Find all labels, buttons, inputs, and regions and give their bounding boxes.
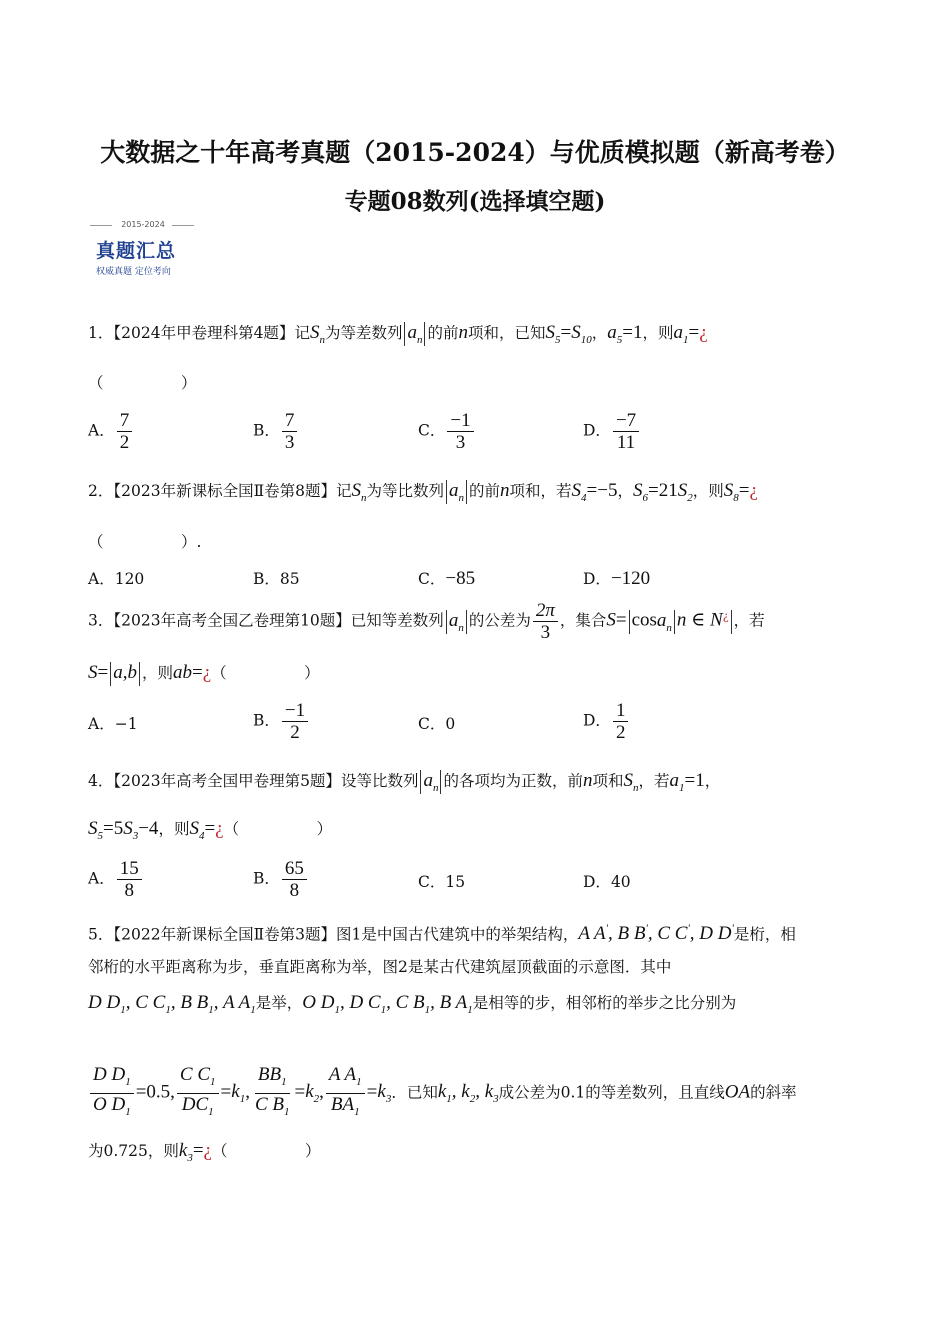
question-source: 【2024年甲卷理科第4题】 xyxy=(113,324,295,342)
question-text: 的斜率 xyxy=(750,1083,797,1102)
question-text: 的前 xyxy=(469,482,501,500)
fraction xyxy=(117,858,142,901)
option-value: 15 xyxy=(445,873,466,891)
brace-left xyxy=(404,322,405,346)
numerator: −7 xyxy=(613,410,639,432)
option-label: D． xyxy=(583,421,611,440)
fraction: $\frac{C C_1}{DC_1}$ xyxy=(177,1064,219,1123)
question-4: 4．【2023年高考全国甲卷理第5题】设等比数列 $a_n$ 的各项均为正数，前n项和$S_n$，若$a_1=1$， xyxy=(88,770,721,794)
question-text: ， xyxy=(704,772,721,790)
option-label: B． xyxy=(253,421,280,440)
option-d[interactable] xyxy=(583,567,650,590)
option-value: 120 xyxy=(114,570,145,588)
question-number: 3． xyxy=(88,611,114,630)
question-text: 项和，若 xyxy=(509,482,572,500)
option-value: 40 xyxy=(610,873,631,891)
document-title: 大数据之十年高考真题（2015-2024）与优质模拟题（新高考卷） xyxy=(100,138,850,167)
option-label: A． xyxy=(88,570,115,588)
fraction xyxy=(282,410,298,453)
math-n: n xyxy=(458,322,468,343)
answer-parens: （ ） xyxy=(88,374,197,392)
option-a[interactable] xyxy=(88,712,138,734)
option-a[interactable] xyxy=(88,567,144,589)
option-label: B． xyxy=(253,869,280,888)
option-value: −1 xyxy=(114,715,138,733)
question-text: ．已知 xyxy=(391,1083,438,1102)
question-3: 3．【2023年高考全国乙卷理第10题】已知等差数列 $a_n$ 的公差为 $\frac{2\pi}{3}$ ，集合S= cosa$_n$ n ∈ N¿ ，若 xyxy=(88,600,765,643)
question-text: 已知等差数列 xyxy=(350,611,444,630)
question-3-cont: S= a,b ，则ab=¿（ ） xyxy=(88,662,320,686)
question-text: 是桁，相 xyxy=(733,925,796,944)
badge-years: 2015-2024 xyxy=(121,220,165,229)
question-text: ，若 xyxy=(638,772,670,790)
option-label: A． xyxy=(88,421,115,440)
badge-line-right xyxy=(172,225,194,226)
option-value: −120 xyxy=(610,568,651,589)
option-label: C． xyxy=(418,421,446,440)
fraction xyxy=(117,410,133,453)
section-badge xyxy=(88,218,198,280)
brace-right xyxy=(424,322,425,346)
question-text: ，若 xyxy=(733,611,765,630)
denominator: 3 xyxy=(455,432,466,453)
math-expr: $S_5$ xyxy=(545,322,561,346)
question-text: ， xyxy=(591,324,608,342)
question-4-cont: $S_5=5S_3-4$，则$S_4=¿$（ ） xyxy=(88,818,333,842)
question-text: 为等比数列 xyxy=(366,482,445,500)
option-value: 0 xyxy=(445,715,456,733)
badge-heading: 真题汇总 xyxy=(96,240,177,262)
option-label: D． xyxy=(583,711,611,730)
option-value: 85 xyxy=(279,570,300,588)
question-text: 记 xyxy=(335,482,352,500)
fraction: $\frac{D D_1}{O D_1}$ xyxy=(90,1064,134,1123)
option-a[interactable] xyxy=(88,410,134,453)
option-label: A． xyxy=(88,869,115,888)
fraction xyxy=(613,410,639,453)
option-label: D． xyxy=(583,570,611,588)
question-source: 【2023年新课标全国Ⅱ卷第8题】 xyxy=(113,482,336,500)
option-a[interactable] xyxy=(88,858,144,901)
option-label: D． xyxy=(583,873,611,891)
document-subtitle: 专题08数列(选择填空题) xyxy=(344,188,606,215)
option-value: −85 xyxy=(445,568,476,589)
numerator: 15 xyxy=(117,858,142,880)
question-text: ，则 xyxy=(158,820,190,838)
unknown-mark: ¿ xyxy=(699,322,708,343)
option-label: C． xyxy=(418,873,446,891)
option-label: C． xyxy=(418,715,446,733)
option-c[interactable] xyxy=(418,870,465,892)
question-number: 5． xyxy=(88,925,114,944)
question-text: ，则 xyxy=(141,664,173,682)
option-label: A． xyxy=(88,715,115,733)
question-source: 【2023年高考全国甲卷理第5题】 xyxy=(113,772,341,790)
denominator: 8 xyxy=(124,880,134,901)
question-text: ，则 xyxy=(692,482,724,500)
badge-tagline: 权威真题 定位考向 xyxy=(96,267,171,277)
option-b[interactable] xyxy=(253,567,300,589)
question-text: 记 xyxy=(294,324,310,342)
option-label: C． xyxy=(418,570,446,588)
question-number: 4． xyxy=(88,772,114,790)
answer-parens: （ ）. xyxy=(88,533,202,551)
question-text: ，集合 xyxy=(559,611,607,630)
numerator: −1 xyxy=(447,410,473,432)
fraction: $\frac{BB_1}{C B_1}$ xyxy=(254,1064,290,1118)
option-label: B． xyxy=(253,570,280,588)
question-text: ， xyxy=(617,482,633,500)
denominator: 2 xyxy=(615,722,626,743)
fraction xyxy=(282,700,308,743)
answer-parens: （ ） xyxy=(211,664,320,682)
question-text: 是相等的步，相邻桁的举步之比分别为 xyxy=(472,994,737,1012)
question-source: 【2023年高考全国乙卷理第10题】 xyxy=(113,611,351,630)
question-1: 1．【2024年甲卷理科第4题】记$S_n$为等差数列 $a_n$ 的前n项和，已知$S_5=S_{10}$，$a_5=1$，则$a_1=¿$ xyxy=(88,322,708,346)
numerator: 1 xyxy=(613,700,629,722)
numerator: 7 xyxy=(282,410,298,432)
question-5-line4: $\frac{D D_1}{O D_1}$ =0.5, $\frac{C C_1}{DC_1}$ $=k_1$, $\frac{BB_1}{C B_1}$ $=k_2$, $\frac{A A_1}{BA_1}$ $=k_3$．已知$k_1$, $k_2$, $k_3$成公差为0.1的等差数列，且直线OA的斜率 xyxy=(88,1064,797,1123)
fraction xyxy=(447,410,473,453)
question-5-line3: D $D_1$, C $C_1$, B $B_1$, A $A_1$是举，O $D_1$, D $C_1$, C $B_1$, B $A_1$是相等的步，相邻桁的举步之比分别为 xyxy=(88,992,737,1016)
fraction: $\frac{A A_1}{BA_1}$ xyxy=(326,1064,365,1123)
fraction xyxy=(282,858,307,901)
fraction xyxy=(613,700,629,743)
math-an: $a_n$ xyxy=(407,322,423,346)
question-2: 2．【2023年新课标全国Ⅱ卷第8题】记$S_n$为等比数列 $a_n$ 的前n项和，若$S_4=-5$，$S_6=21S_2$，则$S_8=¿$ xyxy=(88,480,758,504)
option-b[interactable] xyxy=(253,410,299,453)
numerator: 7 xyxy=(117,410,133,432)
option-d[interactable] xyxy=(583,410,641,453)
numerator: 65 xyxy=(282,858,307,880)
option-c[interactable] xyxy=(418,567,475,590)
question-text: 项和，已知 xyxy=(467,324,546,342)
fraction: $\frac{2\pi}{3}$ xyxy=(533,600,558,643)
option-d[interactable] xyxy=(583,700,630,743)
question-5-line2: 邻桁的水平距离称为步，垂直距离称为举，图2是某古代建筑屋顶截面的示意图．其中 xyxy=(88,958,672,976)
question-text: 的前 xyxy=(427,324,459,342)
question-text: 是举， xyxy=(255,994,303,1012)
denominator: 3 xyxy=(284,432,295,453)
denominator: 2 xyxy=(119,432,130,453)
question-text: 成公差为0.1的等差数列，且直线 xyxy=(498,1083,725,1102)
option-d[interactable] xyxy=(583,870,631,892)
option-b[interactable] xyxy=(253,700,310,743)
question-text: ，则 xyxy=(642,324,674,342)
question-text: 的各项均为正数，前 xyxy=(443,772,583,790)
question-text: 的公差为 xyxy=(468,611,531,630)
denominator: 8 xyxy=(289,880,300,901)
question-text: 图1是中国古代建筑中的举架结构， xyxy=(335,925,579,944)
option-c[interactable] xyxy=(418,712,455,734)
question-5-line5: 为0.725，则$k_3=¿$（ ） xyxy=(88,1140,321,1164)
question-number: 2． xyxy=(88,482,114,500)
numerator: −1 xyxy=(282,700,308,722)
math-sn: $S_n$ xyxy=(309,322,325,346)
denominator: 2 xyxy=(290,722,300,743)
denominator: 11 xyxy=(616,432,636,453)
question-text: 设等比数列 xyxy=(340,772,419,790)
question-number: 1． xyxy=(88,324,114,342)
question-text: 项和 xyxy=(592,772,624,790)
option-c[interactable] xyxy=(418,410,476,453)
option-label: B． xyxy=(253,711,280,730)
question-5: 5．【2022年新课标全国Ⅱ卷第3题】图1是中国古代建筑中的举架结构，A A', B B', C C', D D'是桁，相 xyxy=(88,923,796,945)
option-b[interactable] xyxy=(253,858,309,901)
question-source: 【2022年新课标全国Ⅱ卷第3题】 xyxy=(113,925,336,944)
question-text: 为0.725，则 xyxy=(88,1142,179,1160)
answer-parens: （ ） xyxy=(223,820,333,838)
question-text: 为等差数列 xyxy=(324,324,403,342)
answer-parens: （ ） xyxy=(211,1142,321,1160)
